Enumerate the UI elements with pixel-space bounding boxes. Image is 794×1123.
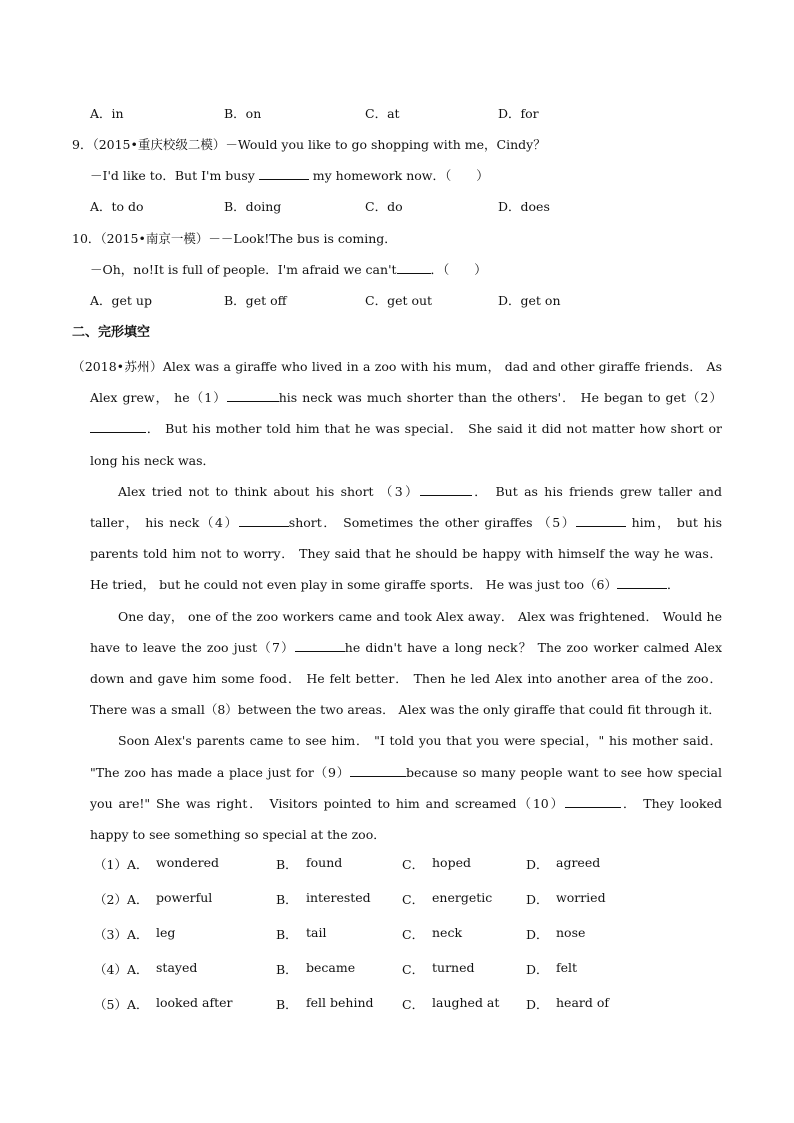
p1-text-3: ． But his mother told him that he was special． She said it did not matter how short or long his neck was． [90, 421, 722, 468]
q8-option-c: C．at [365, 106, 400, 121]
answer-number: （2）A． [94, 892, 149, 907]
q9-option-c: C．do [365, 199, 403, 214]
p4-text-3: ． They looked happy to see something so special at the zoo． [90, 795, 722, 843]
blank-5 [576, 514, 626, 527]
blank-6 [617, 576, 667, 589]
p3-text-1: One day， one of the zoo workers came and took Alex away． Alex was frightened． Would he have to leave the zoo just（7） [90, 608, 722, 655]
choice-c: neck [432, 925, 463, 940]
choice-c: energetic [432, 890, 493, 905]
choice-c: turned [432, 960, 475, 975]
label-b: B． [276, 927, 298, 942]
q9-option-b: B．doing [224, 199, 282, 214]
choice-b: became [306, 960, 356, 975]
q9-reply [90, 166, 489, 184]
choice-b: tail [306, 925, 327, 940]
q9-option-a: A．to do [90, 199, 144, 214]
q10-reply-after: ．（ ） [430, 262, 487, 277]
passage-paragraph-3 [90, 601, 722, 726]
label-b: B． [276, 857, 298, 872]
q9-option-d: D．does [498, 199, 550, 214]
blank-3 [420, 483, 472, 496]
answer-row-4 [94, 960, 694, 980]
p2-text-5: ． [666, 577, 680, 593]
choice-a: stayed [156, 960, 198, 975]
label-b: B． [276, 892, 298, 907]
label-d: D． [526, 857, 549, 872]
label-d: D． [526, 997, 549, 1012]
answer-number: （1）A． [94, 857, 149, 872]
label-d: D． [526, 962, 549, 977]
q9-reply-before: －I'd like to．But I'm busy [90, 168, 259, 183]
cloze-passage [72, 351, 722, 850]
blank-2 [90, 420, 146, 433]
label-c: C． [402, 892, 425, 907]
choice-b: interested [306, 890, 371, 905]
answer-number: （4）A． [94, 962, 149, 977]
p1-text-2: his neck was much shorter than the others'． He began to get（2） [278, 390, 722, 406]
p4-text-1: Soon Alex's parents came to see him． "I told you that you were special，" his mother said． "The zoo has made a place just for（9） [90, 733, 722, 780]
choice-c: hoped [432, 855, 471, 870]
q10-options [90, 291, 730, 311]
q9-options [90, 197, 730, 217]
choice-b: found [306, 855, 343, 870]
choice-d: agreed [556, 855, 601, 870]
blank-10 [565, 795, 621, 808]
blank-1 [227, 389, 279, 402]
p2-text-2: ． But as his friends grew taller and taller， his neck（4） [90, 483, 722, 531]
q8-option-d: D．for [498, 106, 539, 121]
label-c: C． [402, 927, 425, 942]
q8-option-a: A．in [90, 106, 124, 121]
q10-reply-before: －Oh，no!It is full of people．I'm afraid we can't [90, 262, 397, 277]
blank-4 [239, 514, 289, 527]
p2-text-4: him， but his parents told him not to worry． They said that he should be happy with himself the way he was． He tried， but he could not even play in some giraffe sports． He was just too（6） [90, 515, 722, 593]
p3-text-2: he didn't have a long neck？ The zoo worker calmed Alex down and gave him some food． He felt better． Then he led Alex into another area of the zoo． There was a small（8）between the two areas． Alex was the only giraffe that could fit through it． [90, 639, 722, 718]
q10-stem: 10．（2015•南京一模）－－Look!The bus is coming． [72, 231, 397, 246]
label-c: C． [402, 962, 425, 977]
label-c: C． [402, 857, 425, 872]
answer-row-2 [94, 890, 694, 910]
q8-option-b: B．on [224, 106, 262, 121]
label-d: D． [526, 892, 549, 907]
p2-text-1: Alex tried not to think about his short （3） [118, 483, 420, 499]
q10-option-b: B．get off [224, 293, 287, 308]
choice-c: laughed at [432, 995, 500, 1010]
q9-blank [259, 167, 309, 180]
p2-text-3: short． Sometimes the other giraffes （5） [288, 515, 576, 531]
choice-d: worried [556, 890, 606, 905]
q8-options [90, 104, 730, 124]
q10-option-c: C．get out [365, 293, 433, 308]
choice-b: fell behind [306, 995, 374, 1010]
label-c: C． [402, 997, 425, 1012]
choice-a: wondered [156, 855, 220, 870]
blank-9 [350, 764, 406, 777]
q10-reply [90, 260, 487, 278]
q10-option-d: D．get on [498, 293, 561, 308]
section-title: 二、完形填空 [72, 325, 151, 340]
p1-text-1: （2018•苏州）Alex was a giraffe who lived in a zoo with his mum， dad and other giraffe friends． As Alex grew， he（1） [72, 359, 722, 406]
choice-d: felt [556, 960, 578, 975]
passage-paragraph-2 [90, 476, 722, 601]
choice-d: heard of [556, 995, 610, 1010]
p4-text-2: because so many people want to see how special you are!" She was right． Visitors pointed to him and screamed（10） [90, 764, 722, 811]
answer-number: （5）A． [94, 997, 149, 1012]
answer-row-1 [94, 855, 694, 875]
label-b: B． [276, 997, 298, 1012]
answer-number: （3）A． [94, 927, 149, 942]
blank-7 [295, 639, 345, 652]
choice-d: nose [556, 925, 586, 940]
choice-a: powerful [156, 890, 213, 905]
choice-a: looked after [156, 995, 233, 1010]
q9-stem: 9．（2015•重庆校级二模）－Would you like to go shopping with me，Cindy？ [72, 137, 546, 152]
label-b: B． [276, 962, 298, 977]
choice-a: leg [156, 925, 176, 940]
answer-row-5 [94, 995, 694, 1015]
q9-reply-after: my homework now．（ ） [308, 168, 489, 183]
answer-row-3 [94, 925, 694, 945]
passage-paragraph-4 [90, 725, 722, 850]
q10-option-a: A．get up [90, 293, 152, 308]
q10-blank [397, 261, 431, 274]
passage-paragraph-1 [72, 351, 722, 476]
label-d: D． [526, 927, 549, 942]
